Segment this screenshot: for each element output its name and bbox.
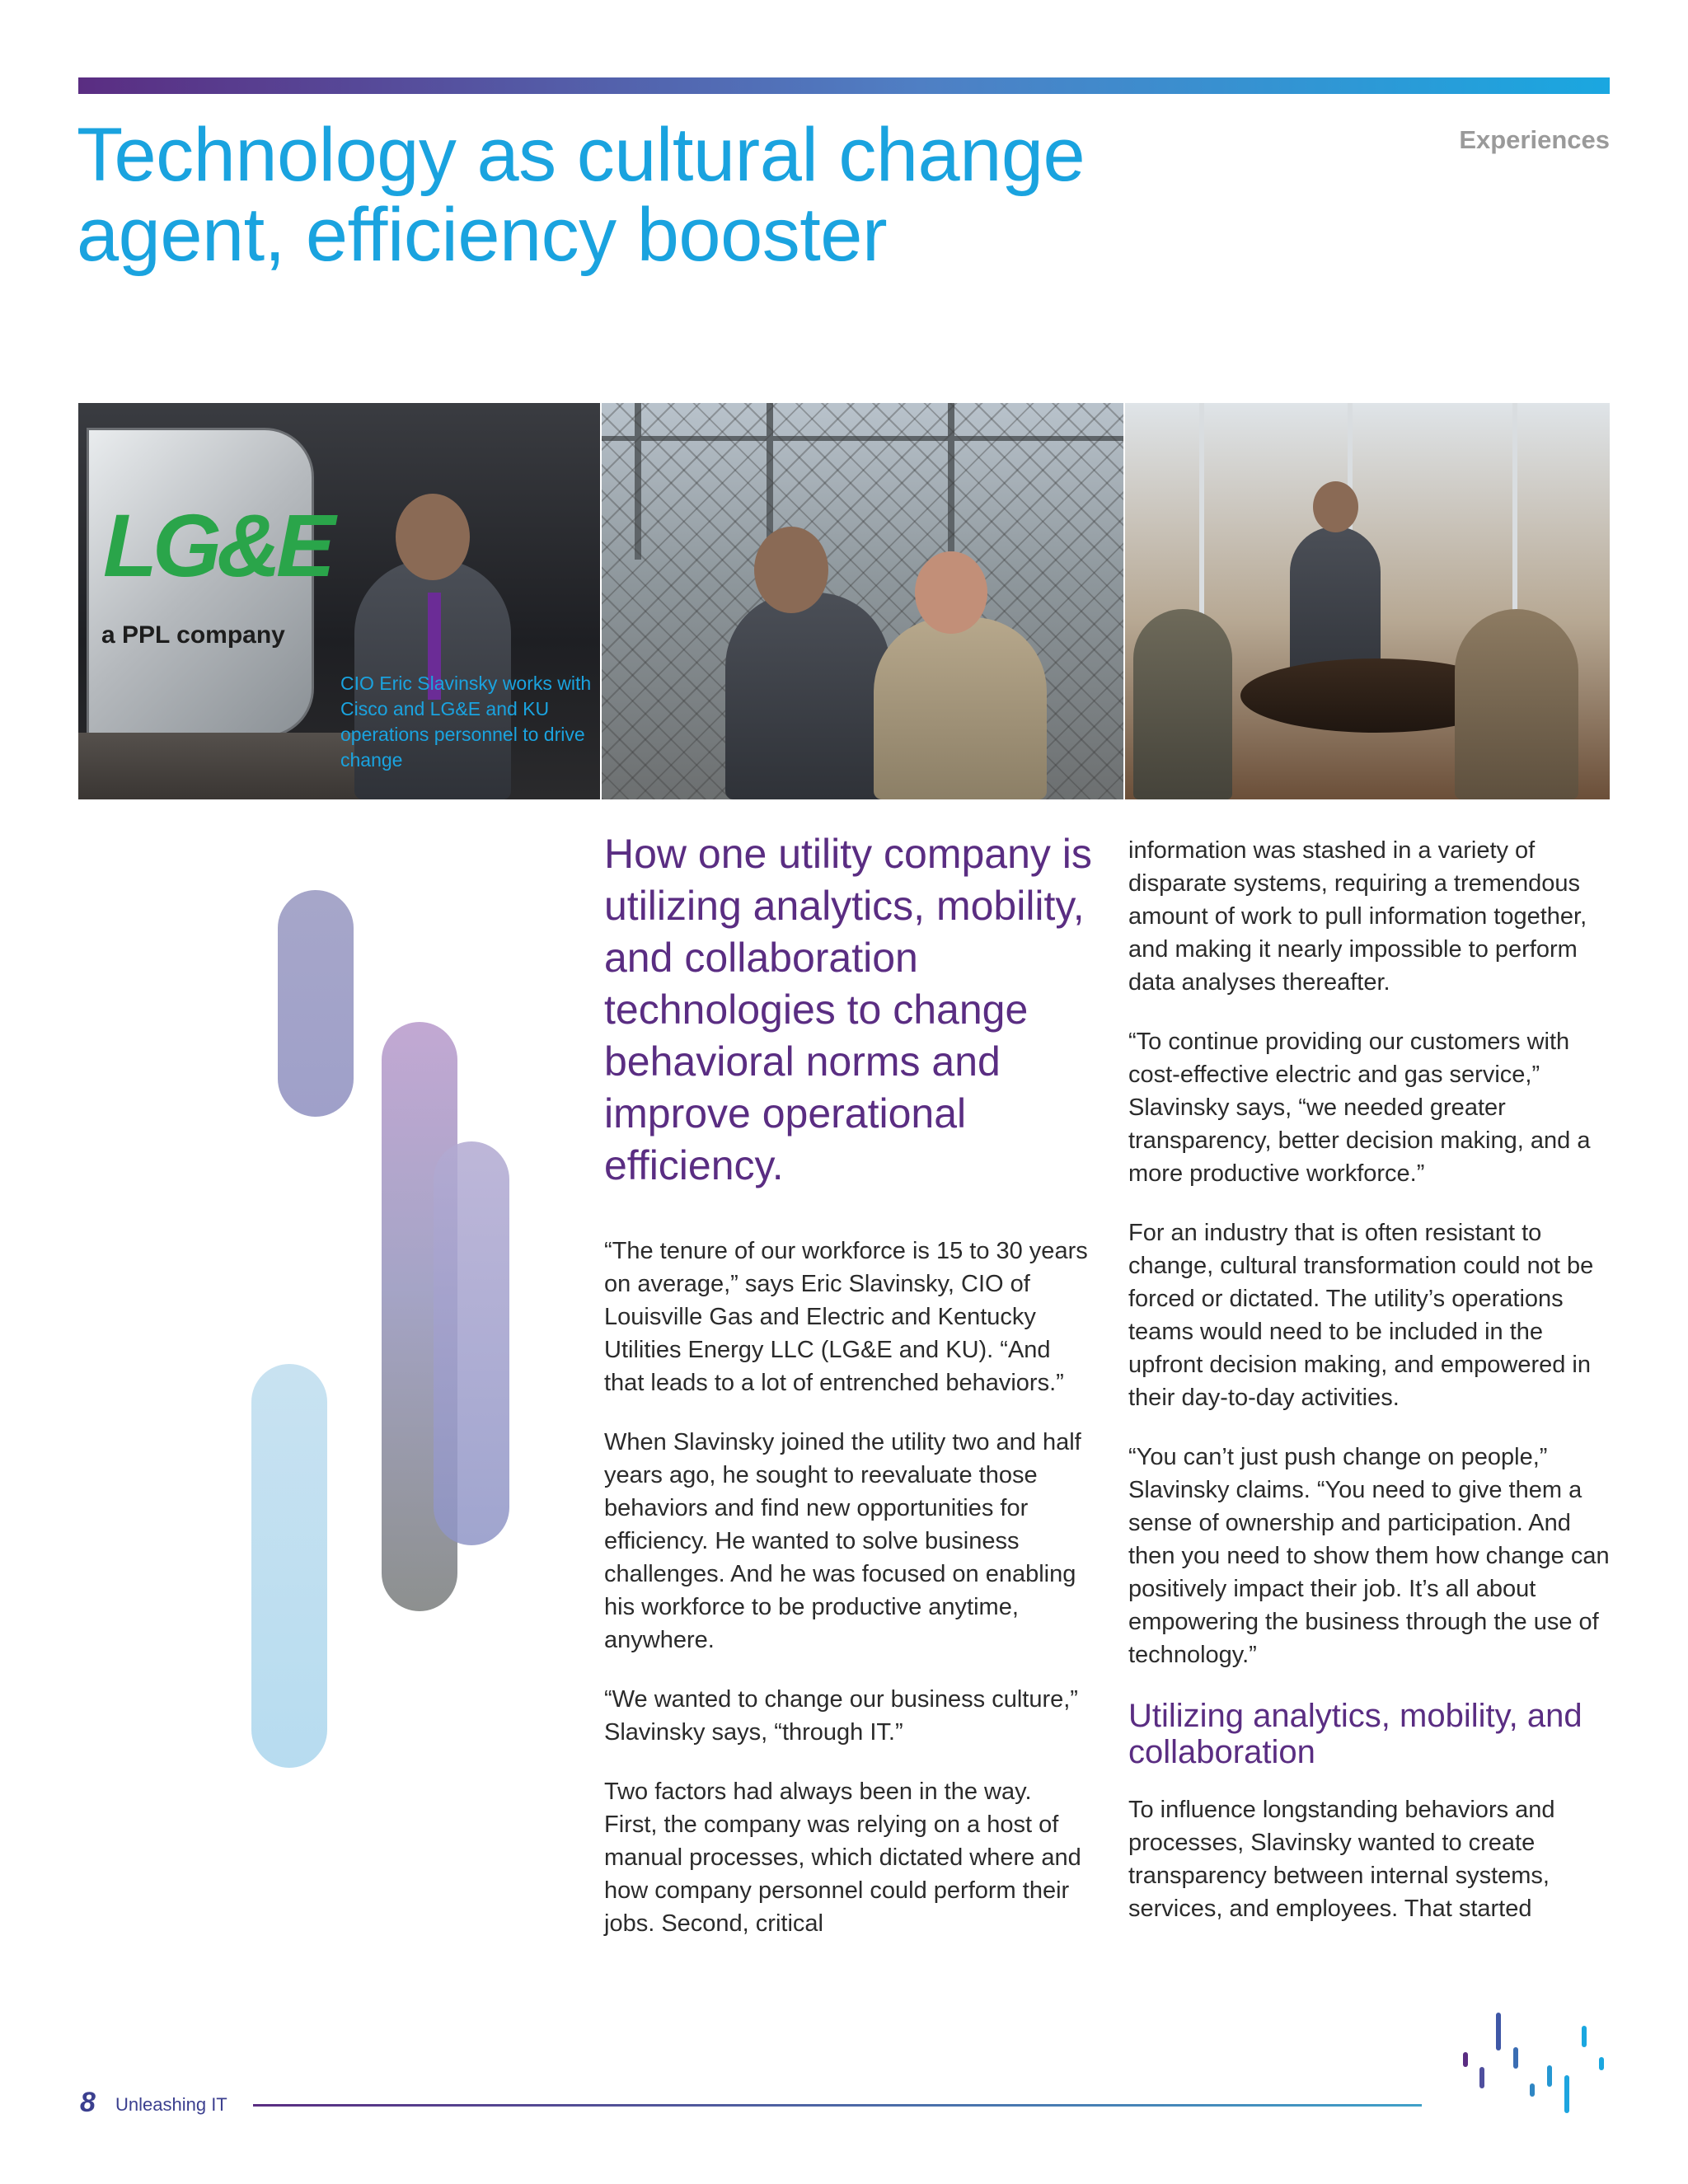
logo-bar: [1463, 2052, 1468, 2067]
paragraph: “The tenure of our workforce is 15 to 30 years on average,” says Eric Slavinsky, CIO of Louisville Gas and Electric and Kentucky Utilities Energy LLC (LG&E and KU). “And that leads to a lot of entrenched behaviors.”: [604, 1238, 1088, 1396]
title-line-1: Technology as cultural change: [77, 113, 1085, 197]
paragraph: “We wanted to change our business culture,” Slavinsky says, “through IT.”: [604, 1686, 1078, 1746]
logo-bar: [1496, 2013, 1501, 2050]
article-subhead: Utilizing analytics, mobility, and collaboration: [1128, 1698, 1582, 1770]
lge-logo: LG&E: [103, 495, 331, 595]
logo-bar: [1530, 2083, 1535, 2097]
article-column-left: [604, 1235, 1090, 1966]
paragraph: Two factors had always been in the way. First, the company was relying on a host of manual processes, which dictated where and how company personnel could perform their jobs. Second, critical: [604, 1779, 1081, 1937]
top-gradient-bar: [78, 77, 1610, 94]
person-figure: [1455, 609, 1578, 799]
decorative-pill: [278, 890, 354, 1117]
logo-bar: [1599, 2057, 1604, 2070]
person-figure: [1133, 609, 1232, 799]
person-head: [754, 527, 828, 613]
photo-meeting-room: [1125, 403, 1610, 799]
article-deck: How one utility company is utilizing analytics, mobility, and collaboration technologies to change behavioral norms and improve operational efficiency.: [604, 831, 1092, 1188]
photo-caption: CIO Eric Slavinsky works with Cisco and LG&E and KU operations personnel to drive change: [340, 673, 592, 771]
sign-tagline: a PPL company: [101, 621, 285, 649]
paragraph: information was stashed in a variety of disparate systems, requiring a tremendous amount of work to pull information together, and making it nearly impossible to perform data analyses thereafter.: [1128, 837, 1587, 996]
logo-bar: [1564, 2075, 1569, 2113]
publication-name: Unleashing IT: [115, 2094, 227, 2115]
paragraph: For an industry that is often resistant to change, cultural transformation could not be forced or dictated. The utility’s operations teams would need to be included in the upfront decision making, and empowered in their day-to-day activities.: [1128, 1220, 1594, 1411]
logo-bar: [1479, 2067, 1484, 2088]
logo-bar: [1547, 2065, 1552, 2087]
paragraph: To influence longstanding behaviors and processes, Slavinsky wanted to create transparency between internal systems, services, and employees. That started: [1128, 1797, 1555, 1922]
section-label: Experiences: [1459, 125, 1610, 154]
paragraph: “You can’t just push change on people,” Slavinsky claims. “You need to give them a sense of ownership and participation. And then you need to show them how change can positively impact their job. It’s all about empowering the business through the use of technology.”: [1128, 1444, 1610, 1668]
footer-rule: [253, 2104, 1422, 2107]
decorative-pill: [434, 1141, 509, 1545]
person-head: [1313, 481, 1358, 532]
page-number: 8: [80, 2087, 96, 2118]
logo-bar: [1582, 2026, 1587, 2047]
article-column-right: [1128, 834, 1615, 1952]
person-figure: [874, 617, 1047, 799]
person-figure: [725, 593, 890, 799]
decorative-pill: [251, 1364, 327, 1768]
person-head: [915, 551, 987, 634]
title-line-2: agent, efficiency booster: [77, 193, 888, 277]
person-head: [396, 494, 470, 580]
photo-cio-at-sign: [78, 403, 602, 799]
paragraph: When Slavinsky joined the utility two and half years ago, he sought to reevaluate those behaviors and find new opportunities for efficiency. He wanted to solve business challenges. And he was focused on enabling his workforce to be productive anytime, anywhere.: [604, 1429, 1081, 1653]
paragraph: “To continue providing our customers with cost-effective electric and gas service,” Slavinsky says, “we needed greater transparency, better decision making, and a more productive workforce.”: [1128, 1029, 1591, 1187]
photo-substation: [602, 403, 1125, 799]
page-title: [77, 115, 1148, 275]
photo-strip: [78, 403, 1610, 799]
logo-bar: [1513, 2047, 1518, 2069]
